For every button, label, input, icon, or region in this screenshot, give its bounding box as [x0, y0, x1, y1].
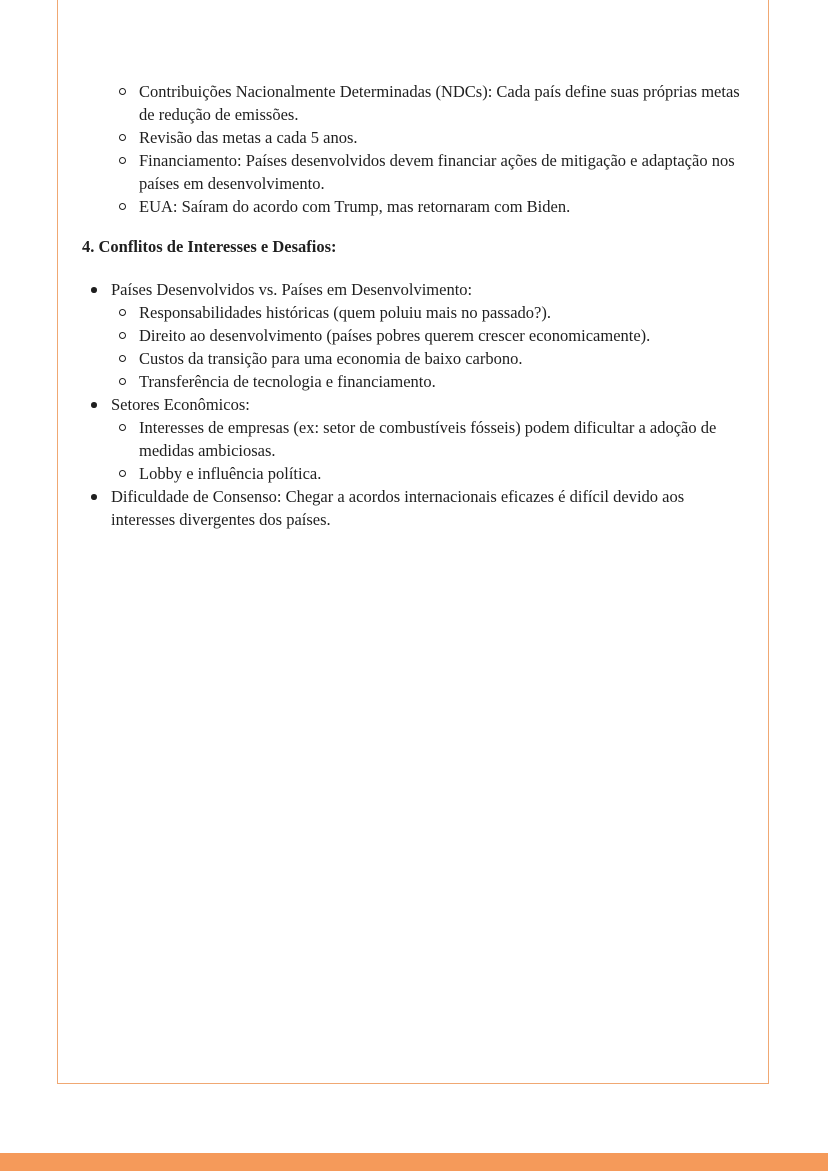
list-item: Transferência de tecnologia e financiamento. — [111, 370, 752, 393]
list-item-label: Dificuldade de Consenso: Chegar a acordos internacionais eficazes é difícil devido aos interesses divergentes dos países. — [111, 487, 685, 529]
list-item-label: Setores Econômicos: — [111, 395, 250, 414]
nested-sub-list — [111, 301, 752, 393]
document-content — [82, 80, 752, 531]
list-item-label: Países Desenvolvidos vs. Países em Desenvolvimento: — [111, 280, 473, 299]
section-heading: 4. Conflitos de Interesses e Desafios: — [82, 237, 337, 256]
list-item: Direito ao desenvolvimento (países pobres querem crescer economicamente). — [111, 324, 752, 347]
list-item: Responsabilidades históricas (quem poluiu mais no passado?). — [111, 301, 752, 324]
section-main-list — [82, 278, 752, 531]
list-item: Financiamento: Países desenvolvidos devem financiar ações de mitigação e adaptação nos países em desenvolvimento. — [82, 149, 752, 195]
list-item-main — [82, 393, 752, 485]
list-item-main — [82, 485, 752, 531]
list-item: Contribuições Nacionalmente Determinadas (NDCs): Cada país define suas próprias metas de redução de emissões. — [82, 80, 752, 126]
list-item: EUA: Saíram do acordo com Trump, mas retornaram com Biden. — [82, 195, 752, 218]
footer-accent-bar — [0, 1153, 828, 1171]
nested-sub-list — [111, 416, 752, 485]
intro-sub-list — [82, 80, 752, 218]
list-item: Lobby e influência política. — [111, 462, 752, 485]
list-item: Custos da transição para uma economia de baixo carbono. — [111, 347, 752, 370]
list-item-main — [82, 278, 752, 393]
list-item: Revisão das metas a cada 5 anos. — [82, 126, 752, 149]
list-item: Interesses de empresas (ex: setor de combustíveis fósseis) podem dificultar a adoção de medidas ambiciosas. — [111, 416, 752, 462]
